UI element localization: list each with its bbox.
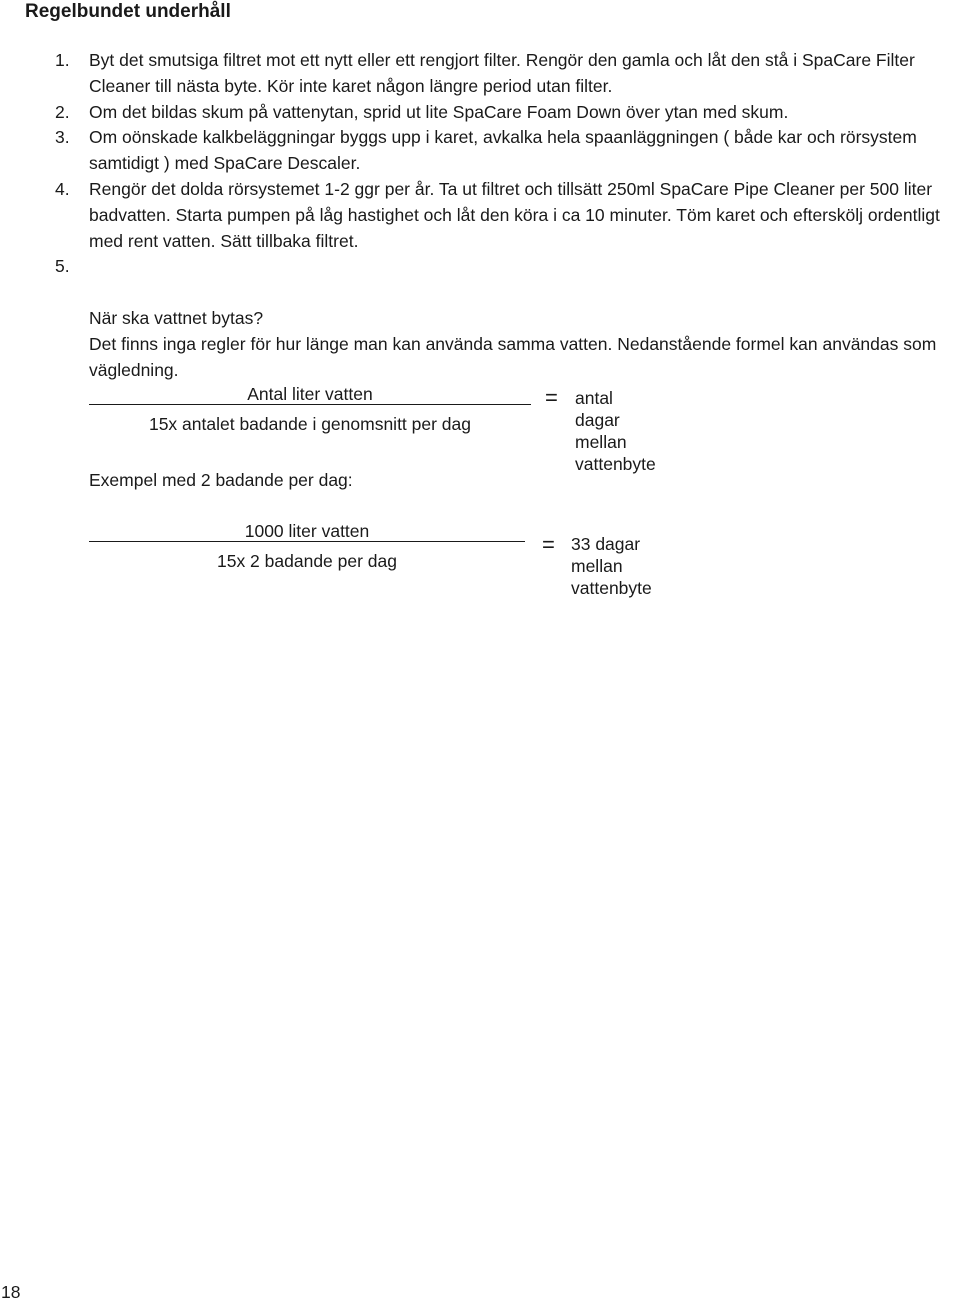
example-fraction-line: [89, 541, 525, 542]
list-item-text: Om det bildas skum på vattenytan, sprid ut lite SpaCare Foam Down över ytan med skum.: [89, 101, 789, 122]
list-item: [0, 48, 960, 100]
list-item-text: När ska vattnet bytas? Det finns inga regler för hur länge man kan använda samma vatten. Nedanstående formel kan användas som vägledning.: [89, 307, 937, 380]
list-item-text: Rengör det dolda rörsystemet 1-2 ggr per år. Ta ut filtret och tillsätt 250ml SpaCare Pipe Cleaner per 500 liter badvatten. Starta pumpen på låg hastighet och låt den köra i ca 10 minuter. Töm karet och efterskölj ordentligt med rent vatten. Sätt tillbaka filtret.: [89, 178, 940, 251]
list-item-text: Om oönskade kalkbeläggningar byggs upp i karet, avkalka hela spaanläggningen ( både kar och rörsystem samtidigt ) med SpaCare Descaler.: [89, 127, 917, 174]
list-item-number: 3.: [55, 127, 70, 148]
list-item: [0, 125, 960, 177]
list-item: [0, 177, 960, 254]
list-item-number: 2.: [55, 101, 70, 122]
example-denominator: 15x 2 badande per dag: [216, 551, 398, 571]
formula-equals: =: [545, 385, 558, 410]
formula-denominator: 15x antalet badande i genomsnitt per dag: [148, 414, 472, 434]
list-item-number: 1.: [55, 50, 70, 70]
list-item: [0, 100, 960, 126]
formula-numerator: Antal liter vatten: [247, 384, 373, 404]
list-item: [0, 254, 960, 383]
example-label: Exempel med 2 badande per dag:: [89, 470, 353, 490]
page-number: 18: [1, 1282, 21, 1302]
maintenance-list: [0, 48, 960, 383]
example-equals: =: [542, 532, 555, 557]
formula-result: antal dagar mellan vattenbyte: [575, 388, 656, 474]
example-result: 33 dagar mellan vattenbyte: [571, 534, 652, 598]
section-heading: Regelbundet underhåll: [25, 1, 231, 22]
list-item-number: 4.: [55, 178, 70, 199]
list-item-number: 5.: [55, 256, 70, 277]
formula-fraction-line: [89, 404, 531, 405]
list-item-text: Byt det smutsiga filtret mot ett nytt eller ett rengjort filter. Rengör den gamla och låt den stå i SpaCare Filter Cleaner till nästa byte. Kör inte karet någon längre period utan filter.: [89, 50, 915, 96]
example-numerator: 1000 liter vatten: [244, 521, 370, 541]
